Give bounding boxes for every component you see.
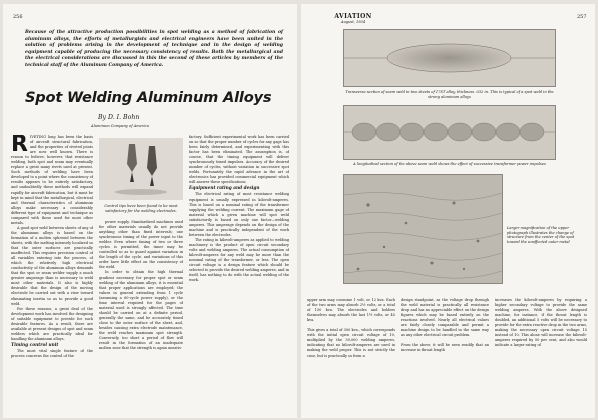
section-subhead: Equipment rating and design bbox=[189, 186, 260, 192]
text-column-1 bbox=[11, 135, 93, 415]
article-title: Spot Welding Aluminum Alloys bbox=[25, 89, 272, 106]
page-number: 257 bbox=[577, 14, 587, 20]
paragraph: In order to obtain the high thermal gradient necessary for proper spot or seam welding of the aluminum alloys, it is essential that proper applications are employed; the values in general extending from 1 cycle (assuming a 60-cycle power supply), or the time interval required for the pages of material used is strongly affected. The time should be carried on at a definite period, generally the same, and be accurately timed close to the outer surface of the sheet, and, besides causing extra electrode maintenance, the weld reaches maximum spot strength. Conversely, too short a period of flow will result in the formation of an inadequate molten zone that the strength is again unsatis- bbox=[99, 270, 183, 351]
transverse-section-photo bbox=[343, 29, 556, 87]
middle-figure-caption: A longitudinal section of the above seam weld shows the effect of successive transformer power impulses bbox=[353, 162, 546, 166]
electrode-tips-photo bbox=[99, 138, 183, 200]
paragraph: IVETING long has been the basis of aircraft structural fabrication, and the properties of riveted joints are now well known. There is reason to believe, however, that resistance welding, both spot and seam may eventually replace a great many rivets used at present. Such methods of welding have been developed to a point where the consistency of results appears to be entirely satisfactory, and undoubtedly these methods will expand rapidly for aircraft fabrication, but it must be kept in mind that the metallurgical, electrical and thermal characteristics of aluminum alloys make necessary a considerably different type of equipment and technique as compared with those used for most other metals. bbox=[11, 135, 93, 225]
paragraph: A good spot weld between sheets of any of the aluminum alloys is based on the formation of a molten spheroid between the sheets, with the melting intensely localized so that the outer surfaces are practically unaffected. This requires precision control of all variables entering into the process, of which the relatively high electrical conductivity of the aluminum alloys demands that the spot or seam welder supply a much greater amperage than is necessary to weld most other materials. It also is highly desirable that the design of the moving electrode be carried out with a view toward eliminating inertia so as to provide a good weld. bbox=[11, 225, 93, 306]
paragraph: The rating in kilovolt-amperes as applied to welding machinery is the product of open circuit secondary volts and welding amperes. The actual consumption of kilovolt-amperes for any weld may be more than the nominal rating of the transformer, or less. The open circuit voltage is a design feature which should be selected to provide the desired welding amperes, and in itself, has nothing to do with the actual welding of the work. bbox=[189, 237, 289, 283]
longitudinal-section-photo bbox=[343, 105, 556, 160]
article-byline: By D. I. Bohn bbox=[98, 114, 140, 121]
paragraph: power supply. Standardized machines used for other materials usually do not provide anything other than fixed intervals; one synchronous timing of the power input to the welder. Even where timing of two or three cycles is permitted, the timer may be controlled so as to guard against variation in the length of the cycle, and variations of this order have little effect on the consistency of the weld. bbox=[99, 220, 183, 270]
microstructure-photo bbox=[343, 174, 503, 284]
figure-caption: Control tips have been found to be most satisfactory for the welding electrodes. bbox=[104, 204, 178, 213]
right-page bbox=[301, 4, 595, 418]
section-subhead: Timing control unit bbox=[11, 342, 59, 348]
text-column-1: upper arm may consume 1 volt, or 12 kva. Each of the two arms may absorb 2½ volts, or a total of 150 kva. The electrodes and holders themselves may absorb the last 1½ volts, or 45 kva. This gives a total of 300 kva., which corresponds with the initial open circuit voltage of 10, multiplied by the 30,000 welding amperes, indicating that no kilovolt-amperes are used in making the weld proper. This is not strictly the case, but is practically so from a bbox=[307, 298, 395, 358]
paragraph: The most vital single feature of the process concerns the control of the bbox=[11, 348, 93, 358]
drop-cap: R bbox=[11, 135, 28, 157]
paragraph: For these reasons, a great deal of the development work has involved the designing of suitable equipment to provide for such desirable features. As a result, there are available at present designs of spot and seam welders which are practically ideal for handling the aluminum alloys. bbox=[11, 306, 93, 341]
text-column-3: increases the kilovolt-amperes by requiring a higher secondary voltage to provide the same welding amperes. With the above designed machine, for instance, if the throat length is doubled, an additional 5 volts will be necessary to provide for the extra reactive drop in the two arms, making the necessary open circuit voltage 15 instead of 10. This alone will increase the kilovolt-amperes required by 50 per cent, and also would indicate a larger rating of bbox=[495, 298, 587, 348]
paragraph: factory. Sufficient experimental work has been carried on so that the proper number of cycles for any gage has been fairly determined, and experimenting with this factor has been eliminated. The assumption is, of course, that the timing equipment will deliver synchronously timed impulses. Accuracy of the desired number of cycles, without variation in successive spot welds. Fortunately the rapid advance in the art of electronics has provided commercial equipment which will answer these specifications. bbox=[189, 135, 289, 185]
page-number: 256 bbox=[13, 14, 23, 20]
issue-date: August, 1934 bbox=[340, 20, 366, 24]
text-column-2: design standpoint, as the voltage drop through the weld material is practically all resistance drop and has no appreciable effect on the design figures which may be based entirely on the reactions involved. Nearly all electrical values are fairly closely comparable and permit a machine design to be handled in the same way as any other electrical circuit problem. From the above, it will be seen readily that an increase in throat length bbox=[401, 298, 489, 353]
text-column-2 bbox=[99, 220, 183, 415]
left-page bbox=[3, 4, 297, 418]
article-intro: Because of the attractive production possibilities in spot welding as a method of fabrication of aluminum alloys, the efforts of metallurgists and electrical engineers have been united in the solution of problems arising in the development of technique and in the design of welding equipment capable of producing the necessary consistency of results. Both the metallurgical and the electrical considerations are discussed in this the second of these articles by members of the technical staff of the Aluminum Company of America. bbox=[25, 30, 283, 68]
paragraph: The electrical rating of most resistance welding equipment is usually expressed in kilovolt-amperes. This is based on a nominal rating of the transformer supplying the welding current. The maximum gage of material which a given machine will spot weld satisfactorily is based on only one factor—welding amperes. This amperage depends on the design of the machine and is practically independent of the work between the electrodes. bbox=[189, 192, 289, 237]
side-figure-caption: Larger magnification of the upper photograph illustrates the change of structure from the center of the spot toward the unaffected outer metal bbox=[507, 226, 575, 244]
author-affiliation: Aluminum Company of America bbox=[91, 124, 149, 128]
running-head bbox=[311, 13, 395, 24]
top-figure-caption: Transverse section of seam weld in two sheets of 17ST alloy, thickness .032 in. This is typical of a spot weld in the strong aluminum alloys bbox=[345, 90, 554, 99]
magazine-name: AVIATION bbox=[334, 13, 372, 20]
text-column-3 bbox=[189, 135, 289, 415]
